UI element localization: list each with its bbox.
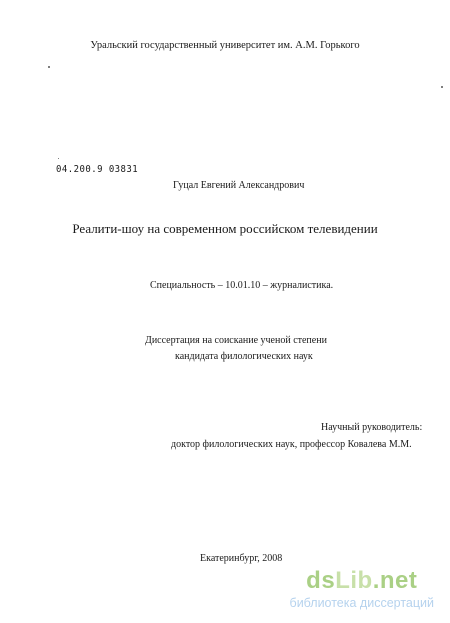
logo-part-ds: ds: [306, 566, 336, 594]
dslib-watermark: [289, 566, 434, 610]
dissertation-title: Реалити-шоу на современном российском телевидении: [72, 221, 378, 236]
specialty-line: Специальность – 10.01.10 – журналистика.: [150, 280, 334, 291]
registration-code: 04.200.9 03831: [56, 164, 139, 175]
scan-speck: [58, 158, 59, 159]
supervisor-name: доктор филологических наук, профессор Ковалева М.М.: [171, 439, 412, 450]
logo-part-net: .net: [372, 566, 418, 594]
scan-speck: [48, 66, 50, 68]
author-name: Гуцал Евгений Александрович: [173, 180, 305, 191]
supervisor-label: Научный руководитель:: [321, 422, 423, 433]
logo-part-lib: Lib: [335, 566, 373, 594]
watermark-caption: библиотека диссертаций: [289, 595, 434, 610]
scan-speck: [441, 86, 443, 88]
city-year: Екатеринбург, 2008: [200, 553, 283, 564]
degree-line: кандидата филологических наук: [175, 351, 313, 362]
university-name: Уральский государственный университет им. А.М. Горького: [90, 40, 360, 51]
dslib-logo: [290, 566, 434, 594]
dissertation-line: Диссертация на соискание ученой степени: [145, 335, 327, 346]
